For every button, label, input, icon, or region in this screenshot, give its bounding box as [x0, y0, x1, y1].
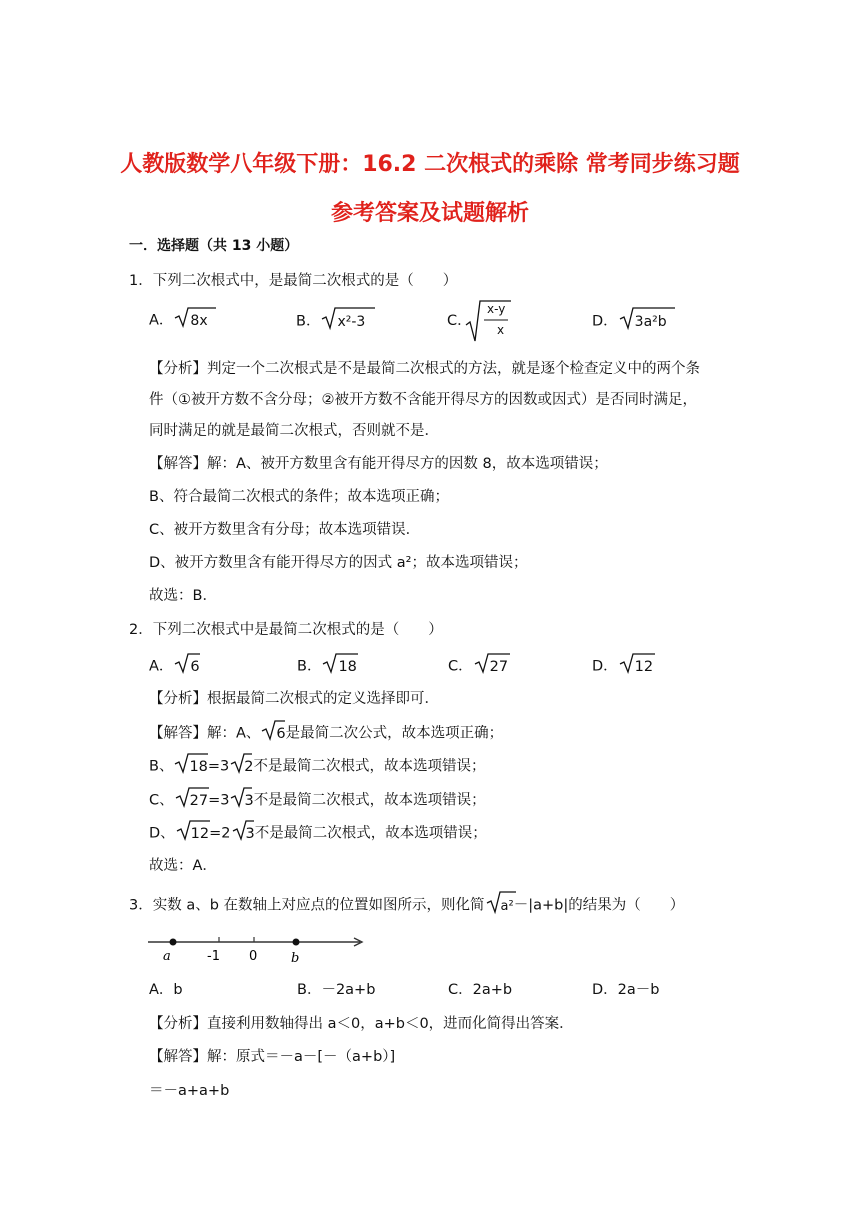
- q3-answer: 【解答】解：原式＝－a－[－（a+b）]: [149, 1049, 396, 1065]
- q1-answer-line: B、符合最简二次根式的条件；故本选项正确；: [149, 489, 449, 505]
- q2-analysis: 【分析】根据最简二次根式的定义选择即可．: [149, 691, 439, 707]
- q1-option-d: D． 3a²b: [592, 305, 667, 338]
- q1-option-a: A． 8x: [149, 305, 208, 336]
- label-a: a: [163, 949, 171, 964]
- q2-answer-line: B、 18=3 2不是最简二次根式，故本选项错误；: [149, 751, 486, 782]
- q1-answer-line: D、被开方数里含有能开得尽方的因式 a²；故本选项错误；: [149, 555, 528, 571]
- q1-a-radicand: 8x: [190, 312, 208, 329]
- q1-option-b: B． x²-3: [296, 305, 365, 338]
- q1-analysis: 【分析】判定一个二次根式是不是最简二次根式的方法，就是逐个检查定义中的两个条: [149, 361, 700, 377]
- q1-answer: 【解答】解：A、被开方数里含有能开得尽方的因数 8，故本选项错误；: [149, 456, 608, 472]
- q1-choice: 故选：B．: [149, 588, 217, 604]
- q2-answer-line: C、 27=3 3不是最简二次根式，故本选项错误；: [149, 785, 486, 816]
- question-3-stem: 3．实数 a、b 在数轴上对应点的位置如图所示，则化简 a²－|a+b|的结果为（ ）: [129, 889, 684, 922]
- q3-option-a: A．b: [149, 982, 183, 998]
- q2-option-a: A． 6: [149, 651, 200, 682]
- q1-analysis-cont: 件（①被开方数不含分母；②被开方数不含能开得尽方的因数或因式）是否同时满足，: [149, 392, 697, 408]
- q2-option-d: D． 12: [592, 651, 653, 682]
- q2-answer: 【解答】解：A、 6是最简二次公式，故本选项正确；: [149, 718, 503, 749]
- q1-b-radicand: x²-3: [337, 313, 366, 330]
- q3-answer-line: ＝－a+a+b: [149, 1083, 230, 1099]
- q1-c-numerator: x-y: [487, 302, 506, 316]
- section-heading: 一．选择题（共 13 小题）: [129, 238, 299, 254]
- q1-analysis-cont: 同时满足的就是最简二次根式，否则就不是．: [149, 423, 439, 439]
- question-1-stem: 1．下列二次根式中，是最简二次根式的是（ ）: [129, 273, 458, 289]
- point-b: [293, 939, 300, 946]
- question-2-stem: 2．下列二次根式中是最简二次根式的是（ ）: [129, 622, 443, 638]
- q3-option-d: D．2a－b: [592, 982, 660, 998]
- q2-option-b: B． 18: [297, 651, 357, 682]
- q3-option-b: B．－2a+b: [297, 982, 376, 998]
- q3-option-c: C．2a+b: [448, 982, 513, 998]
- q2-option-c: C． 27: [448, 651, 508, 682]
- doc-title: 人教版数学八年级下册：16.2 二次根式的乘除 常考同步练习题: [120, 152, 740, 177]
- q3-analysis: 【分析】直接利用数轴得出 a＜0，a+b＜0，进而化简得出答案．: [149, 1016, 574, 1032]
- label-zero: 0: [249, 949, 258, 964]
- q2-answer-line: D、 12=2 3不是最简二次根式，故本选项错误；: [149, 818, 487, 849]
- number-line: [148, 932, 378, 968]
- q2-choice: 故选：A．: [149, 858, 217, 874]
- q1-answer-line: C、被开方数里含有分母；故本选项错误．: [149, 522, 421, 538]
- q1-c-denominator: x: [497, 323, 505, 337]
- label-minus-one: -1: [207, 949, 220, 964]
- doc-subtitle: 参考答案及试题解析: [330, 201, 529, 226]
- q1-d-radicand: 3a²b: [634, 313, 667, 330]
- q1-option-c: C． x-y x: [447, 300, 472, 342]
- label-b: b: [291, 951, 300, 966]
- point-a: [170, 939, 177, 946]
